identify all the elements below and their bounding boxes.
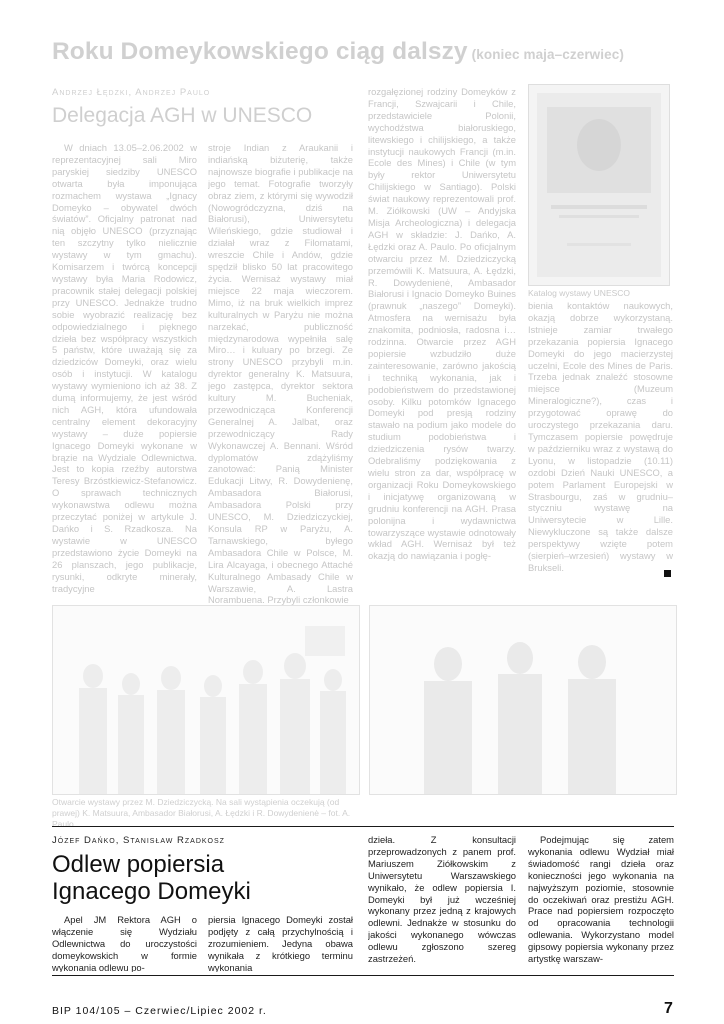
- article2-title: [52, 851, 251, 905]
- article1-column-2: [208, 142, 353, 607]
- article1-column-3: [368, 86, 516, 607]
- article2-column-2-text: piersia Ignacego Domeyki został podjęty z całą przychylnością i zrozumieniem. Jedyna obawa wynikała z krótkiego terminu wykonania: [208, 914, 353, 972]
- catalog-caption: Katalog wystawy UNESCO: [528, 288, 631, 298]
- article2-column-3-text: dzieła. Z konsultacji przeprowadzonych z panem prof. Mariuszem Ziółkowskim z Uniwersytetu Warszawskiego wynikało, że odlew popiersia I. Domeyki był już wcześniej wykonany przez jedną z krajowych odlewni. Jednakże w stosunku do jakości wykonanego wówczas odlewu zgłoszono szereg zastrzeżeń.: [368, 834, 516, 965]
- article2-column-2: [208, 914, 353, 972]
- article2-title-line-1: Odlew popiersia: [52, 851, 225, 878]
- catalog-cover-image: [528, 84, 670, 286]
- article-end-mark: [664, 570, 671, 577]
- page-number: 7: [664, 1000, 673, 1017]
- article2-column-3: [368, 834, 516, 970]
- article1-column-4-text: bienia kontaktów naukowych, okazją dobrze wykorzystaną. Istnieje zamiar trwałego przekazania popiersia Ignacego Domeyki do jego macierzystej uczelni, Ecole des Mines de Paris. Trzeba jednak znaleźć stosowne miejsce (Muzeum Mineralogiczne?), czas i przygotować oprawę do uroczystego przekazania daru. Tymczasem popiersie powędruje w październiku wraz z wystawą do Lyonu, w listopadzie (10.11) ozdobi Dzień Nauki UNESCO, a potem Parlament Europejski w Strasbourgu, zaś w grudniu–styczniu wystawę na Uniwersytecie w Lille. Niewykluczone są także dalsze perspektywy wzięte potem (sierpień–wrzesień) wystawy w Brukseli.: [528, 300, 673, 573]
- photo-caption: Otwarcie wystawy przez M. Dziedziczycką. Na sali wystąpienia oczekują (od prawej) K. Matsuura, Ambasador Białorusi, A. Łędzki i R. Dowydenienė – fot. A. Paulo: [52, 797, 351, 829]
- catalog-cover-art: [537, 93, 661, 277]
- catalog-illustration: [537, 93, 661, 277]
- article1-column-4: [528, 300, 673, 600]
- article2-title-line-2: Ignacego Domeyki: [52, 878, 251, 905]
- page-title-text: Roku Domeykowskiego ciąg dalszy: [52, 38, 468, 65]
- photo-delegation: [369, 605, 677, 795]
- article-separator: [52, 826, 674, 827]
- article2-column-1-text: Apel JM Rektora AGH o włączenie się Wydziału Odlewnictwa do uroczystości domeykowskich w formie wykonania odlewu po-: [52, 914, 197, 972]
- article1-column-2-text: stroje Indian z Araukanii i indiańską biżuterię, także najnowsze biografie i publikacje na jego temat. Fotografie tworzyły obraz ziem, z którymi się wywodził (Nowogródczyzna, dziś na Białorusi), Uniwersytetu Wileńskiego, gdzie studiował i działał wraz z Filomatami, wreszcie Chile i Andów, gdzie spędził blisko 50 lat pracowitego życia. Wernisaż wystawy miał miejsce 22 maja wieczorem. Mimo, iż na bruk wielkich imprez kulturalnych w Paryżu nie można narzekać, publiczność międzynarodowa wypełniła salę Miro… i kuluary po brzegi. Ze strony UNESCO przybyli m.in. dyrektor generalny K. Matsuura, jego zastępca, dyrektor sektora kultury M. Bucheniak, przewodnicząca Konferencji Generalnej A. Jalbat, oraz przewodniczący Rady Wykonawczej A. Bennani. Wśród dyplomatów zdążyliśmy zanotować: Panią Minister Edukacji Litwy, R. Dowydenienę, Ambasadora Białorusi, Ambasadora Polski przy UNESCO, M. Dziedziczyckiej, Konsula RP w Paryżu, A. Tarnawskiego, byłego Ambasadora Chile w Polsce, M. Lira Alcayaga, i obecnego Attaché Kulturalnego Ambasady Chile w Warszawie, A. Lastra Norambuena. Przybyli członkowie: [208, 142, 353, 606]
- page-subtitle: (koniec maja–czerwiec): [471, 47, 624, 62]
- footer-issue: BIP 104/105 – Czerwiec/Lipiec 2002 r.: [52, 1005, 267, 1017]
- article1-column-1: [52, 142, 197, 607]
- article2-column-4: [528, 834, 674, 970]
- article1-column-3-text: rozgałęzionej rodziny Domeyków z Francji, Szwajcarii i Chile, przedstawiciele Polonii, wychodźstwa białoruskiego, litewskiego i chilijskiego, a także instytucji naukowych Francji (m.in. Ecole des Mines) i Chile (w tym były rektor Uniwersytetu Chilijskiego w Santiago). Polski świat naukowy reprezentowali prof. M. Ziółkowski (UW – Andyjska Misja Archeologiczna) i delegacja AGH w składzie: J. Dańko, A. Łędzki oraz A. Paulo. Po oficjalnym otwarciu przez M. Dziedziczycką przemówili K. Matsuura, A. Łędzki, R. Dowydenienė, Ambasador Białorusi i Ignacio Domeyko Buines (prawnuk „naszego” Domeyki). Atmosfera na wernisażu była znakomita, podniosła, radosna i… rodzinna. Otwarcie przez AGH popiersie wzbudziło duże zainteresowanie, zarówno jakością i techniką wykonania, jak i podobieństwem do przedstawionej osoby. Kilku potomków Ignacego Domeyki pod presją rodziny stawało na podium jako modele do studium podobieństwa i dziedziczenia rysów twarzy. Odebraliśmy podziękowania z wielu stron za dar, współpracę w organizacji Roku Domeykowskiego i inicjatywę organizowaną w grudniu konferencji na AGH. Prasa polonijna i wydawnictwa towarzyszące wystawie odnotowały wkład AGH. Wernisaż był też okazją do nawiązania i pogłę-: [368, 86, 516, 562]
- page-title: [52, 38, 624, 66]
- photo-people-illustration: [370, 606, 676, 794]
- article2-column-1: [52, 914, 197, 972]
- photo-exhibition-opening: [52, 605, 360, 795]
- article2-byline: Józef Dańko, Stanisław Rzadkosz: [52, 835, 225, 846]
- article1-column-1-text: W dniach 13.05–2.06.2002 w reprezentacyjnej sali Miro paryskiej siedziby UNESCO otwarta była imponująca rozmachem wystawa „Ignacy Domeyko – obywatel dwóch światów”. Oficjalny patronat nad nią objęło UNESCO (przyznając ten szczytny tylko nielicznie wystawy w tym gmachu). Komisarzem i twórcą koncepcji wystawy była Maria Rodowicz, pracownik stałej delegacji polskiej przy UNESCO. Jednakże trudno sobie wyobrazić realizację bez odpowiedzialnego i pięknego dzieła bez współpracy wszystkich 5 państw, które uważają się za dziedziców Domeyki, oraz wielu osób i instytucji. W katalogu wystawy wymieniono ich aż 38. Z dumą informujemy, że jest wśród nich AGH, która ufundowała centralny element dekoracyjny wystawy – duże popiersie Ignacego Domeyki wykonane w brązie na Wydziale Odlewnictwa. Jest to kopia rzeźby autorstwa Teresy Brzóstkiewicz-Stefanowicz. O sprawach technicznych wykonawstwa odlewu można przeczytać poniżej w artykule J. Dańko i S. Rzadkosza. Na wystawie w UNESCO przedstawiono życie Domeyki na 26 planszach, jego publikacje, rysunki, odkryte minerały, tradycyjne: [52, 142, 197, 594]
- article2-column-4-text: Podejmując się zatem wykonania odlewu Wydział miał świadomość rangi dzieła oraz konieczności jego wykonania na najwyższym poziomie, stosownie do oczekiwań oraz prestiżu AGH. Prace nad popiersiem rozpoczęto od opracowania technologii odlewania. Wykorzystano model gipsowy popiersia wykonany przez artystkę warszaw-: [528, 834, 674, 965]
- footer-rule: [52, 975, 674, 976]
- article1-title: Delegacja AGH w UNESCO: [52, 104, 313, 127]
- article1-byline: Andrzej Łędzki, Andrzej Paulo: [52, 87, 211, 98]
- photo-crowd-illustration: [53, 606, 359, 794]
